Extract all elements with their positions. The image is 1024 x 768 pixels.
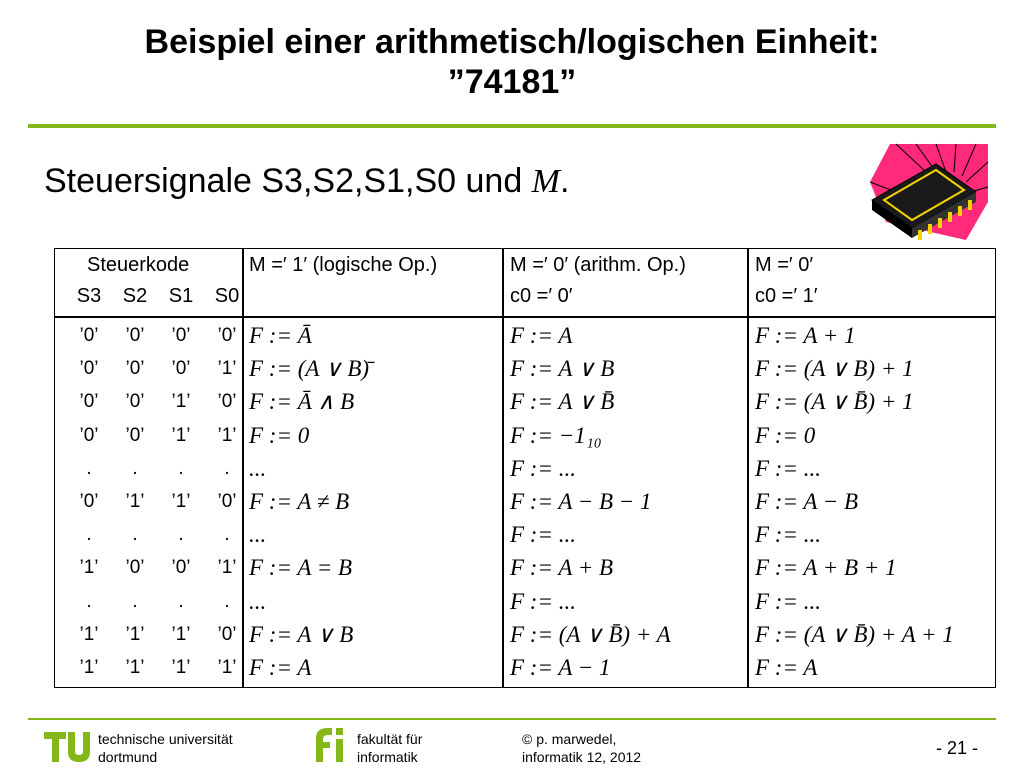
table-row bbox=[55, 518, 995, 551]
arith-function-cell: F := A ∨ B̄ bbox=[510, 389, 615, 415]
group-header: Steuerkode bbox=[87, 254, 190, 276]
table-row bbox=[55, 352, 995, 385]
table-header-divider bbox=[55, 316, 995, 318]
control-code-cell: ’0’ bbox=[217, 491, 237, 512]
control-code-cell: ’1’ bbox=[79, 657, 99, 678]
arith-function-cell: F := (A ∨ B̄) + A bbox=[510, 621, 671, 647]
subtitle-end: . bbox=[560, 162, 570, 200]
tu-logo-icon bbox=[42, 724, 92, 764]
logic-function-cell: ... bbox=[249, 522, 267, 548]
control-code-cell: . bbox=[224, 524, 230, 546]
control-code-cell: ’1’ bbox=[171, 657, 191, 678]
carry-function-cell: F := ... bbox=[755, 455, 821, 481]
control-code-cell: ’0’ bbox=[171, 358, 191, 380]
table-row bbox=[55, 319, 995, 352]
logic-function-cell: F := Ā bbox=[249, 323, 312, 348]
control-code-cell: ’0’ bbox=[217, 623, 237, 645]
carry-function-cell: F := A + 1 bbox=[755, 323, 856, 348]
control-code-cell: ’1’ bbox=[217, 557, 237, 579]
control-code-cell: ’0’ bbox=[79, 358, 99, 380]
control-code-cell: ’1’ bbox=[125, 623, 145, 645]
control-code-cell: . bbox=[86, 457, 92, 479]
arith-function-cell: F := −1₁₀ bbox=[510, 422, 602, 448]
control-code-cell: ’0’ bbox=[125, 424, 145, 446]
chip-icon bbox=[866, 142, 990, 242]
control-code-cell: ’0’ bbox=[125, 358, 145, 380]
table-row bbox=[55, 651, 995, 684]
logic-function-cell: F := 0 bbox=[249, 422, 310, 448]
table-row bbox=[55, 385, 995, 418]
carry-function-cell: F := A bbox=[755, 655, 818, 680]
control-code-cell: ’0’ bbox=[171, 325, 191, 346]
logic-function-cell: ... bbox=[249, 455, 267, 481]
table-row bbox=[55, 618, 995, 651]
logic-function-cell: F := A ≠ B bbox=[249, 489, 350, 514]
faculty-name bbox=[357, 730, 422, 766]
carry-function-cell: F := 0 bbox=[755, 422, 816, 448]
logic-function-cell: F := A bbox=[249, 655, 312, 680]
control-code-cell: ’0’ bbox=[79, 491, 99, 512]
control-code-cell: ’0’ bbox=[79, 424, 99, 446]
control-code-cell: . bbox=[86, 524, 92, 546]
page-number: - 21 - bbox=[936, 738, 979, 758]
col-header-arith-carry: c0 =′ 0′ bbox=[510, 285, 573, 307]
control-code-cell: ’1’ bbox=[171, 491, 191, 512]
logic-function-cell: F := A = B bbox=[249, 555, 353, 581]
carry-function-cell: F := ... bbox=[755, 588, 821, 614]
control-code-cell: . bbox=[224, 457, 230, 479]
control-code-cell: . bbox=[178, 590, 184, 612]
title-line-1: Beispiel einer arithmetisch/logischen Einheit: bbox=[144, 23, 880, 61]
alu-function-table bbox=[54, 248, 996, 688]
arith-function-cell: F := A bbox=[510, 323, 573, 348]
control-code-cell: ’0’ bbox=[217, 325, 237, 346]
control-code-cell: . bbox=[178, 457, 184, 479]
table-row bbox=[55, 419, 995, 452]
col-header-s1: S1 bbox=[168, 285, 194, 307]
fi-logo-icon bbox=[310, 724, 350, 764]
control-code-cell: ’1’ bbox=[217, 657, 237, 678]
control-code-cell: ’1’ bbox=[125, 491, 145, 512]
slide-title bbox=[0, 22, 1024, 102]
arith-function-cell: F := ... bbox=[510, 455, 576, 481]
control-code-cell: ’0’ bbox=[217, 391, 237, 413]
control-code-cell: ’0’ bbox=[125, 325, 145, 346]
university-name bbox=[98, 730, 233, 766]
university-line-1: technische universität bbox=[98, 731, 233, 747]
subtitle-var: M bbox=[531, 163, 560, 200]
col-header-arith2: M =′ 0′ bbox=[755, 254, 814, 276]
control-code-cell: . bbox=[132, 457, 138, 479]
control-code-cell: ’1’ bbox=[171, 623, 191, 645]
carry-function-cell: F := (A ∨ B) + 1 bbox=[755, 356, 914, 382]
control-code-cell: ’1’ bbox=[125, 657, 145, 678]
university-line-2: dortmund bbox=[98, 749, 158, 765]
control-code-cell: . bbox=[224, 590, 230, 612]
control-code-cell: . bbox=[178, 524, 184, 546]
col-header-s0: S0 bbox=[214, 285, 240, 307]
carry-function-cell: F := A + B + 1 bbox=[755, 555, 897, 581]
title-divider bbox=[28, 124, 996, 128]
col-header-s3: S3 bbox=[76, 285, 102, 307]
subtitle bbox=[44, 162, 569, 201]
table-row bbox=[55, 485, 995, 518]
arith-function-cell: F := ... bbox=[510, 522, 576, 548]
control-code-cell: ’1’ bbox=[171, 391, 191, 413]
arith-function-cell: F := ... bbox=[510, 588, 576, 614]
logic-function-cell: F := A ∨ B bbox=[249, 621, 354, 647]
carry-function-cell: F := (A ∨ B̄) + A + 1 bbox=[755, 621, 954, 647]
control-code-cell: ’1’ bbox=[217, 424, 237, 446]
control-code-cell: ’0’ bbox=[79, 325, 99, 346]
carry-function-cell: F := ... bbox=[755, 522, 821, 548]
arith-function-cell: F := A − 1 bbox=[510, 655, 611, 680]
control-code-cell: ’1’ bbox=[79, 557, 99, 579]
carry-function-cell: F := A − B bbox=[755, 489, 859, 514]
logic-function-cell: ... bbox=[249, 588, 267, 614]
control-code-cell: ’0’ bbox=[171, 557, 191, 579]
faculty-line-1: fakultät für bbox=[357, 731, 423, 747]
control-code-cell: . bbox=[132, 590, 138, 612]
footer-divider bbox=[28, 718, 996, 720]
arith-function-cell: F := A + B bbox=[510, 555, 614, 581]
control-code-cell: ’1’ bbox=[79, 623, 99, 645]
carry-function-cell: F := (A ∨ B̄) + 1 bbox=[755, 389, 914, 415]
col-header-arith2-carry: c0 =′ 1′ bbox=[755, 285, 818, 307]
control-code-cell: . bbox=[132, 524, 138, 546]
control-code-cell: ’0’ bbox=[125, 557, 145, 579]
control-code-cell: ’0’ bbox=[79, 391, 99, 413]
table-row bbox=[55, 585, 995, 618]
arith-function-cell: F := A − B − 1 bbox=[510, 489, 652, 514]
control-code-cell: ’0’ bbox=[125, 391, 145, 413]
copyright-line-1: © p. marwedel, bbox=[522, 731, 617, 747]
col-header-arith: M =′ 0′ (arithm. Op.) bbox=[510, 254, 686, 276]
table-row bbox=[55, 452, 995, 485]
subtitle-text: Steuersignale S3,S2,S1,S0 und bbox=[44, 162, 532, 200]
faculty-line-2: informatik bbox=[357, 749, 418, 765]
copyright bbox=[522, 730, 641, 766]
logic-function-cell: F := Ā ∧ B bbox=[249, 389, 355, 415]
control-code-cell: . bbox=[86, 590, 92, 612]
control-code-cell: ’1’ bbox=[217, 358, 237, 380]
copyright-line-2: informatik 12, 2012 bbox=[522, 749, 642, 765]
arith-function-cell: F := A ∨ B bbox=[510, 356, 615, 382]
col-header-s2: S2 bbox=[122, 285, 148, 307]
logic-function-cell: F := (A ∨ B)̄ bbox=[249, 356, 370, 382]
col-header-logic: M =′ 1′ (logische Op.) bbox=[249, 254, 438, 276]
table-row bbox=[55, 551, 995, 584]
title-line-2: ”74181” bbox=[447, 63, 577, 101]
control-code-cell: ’1’ bbox=[171, 424, 191, 446]
